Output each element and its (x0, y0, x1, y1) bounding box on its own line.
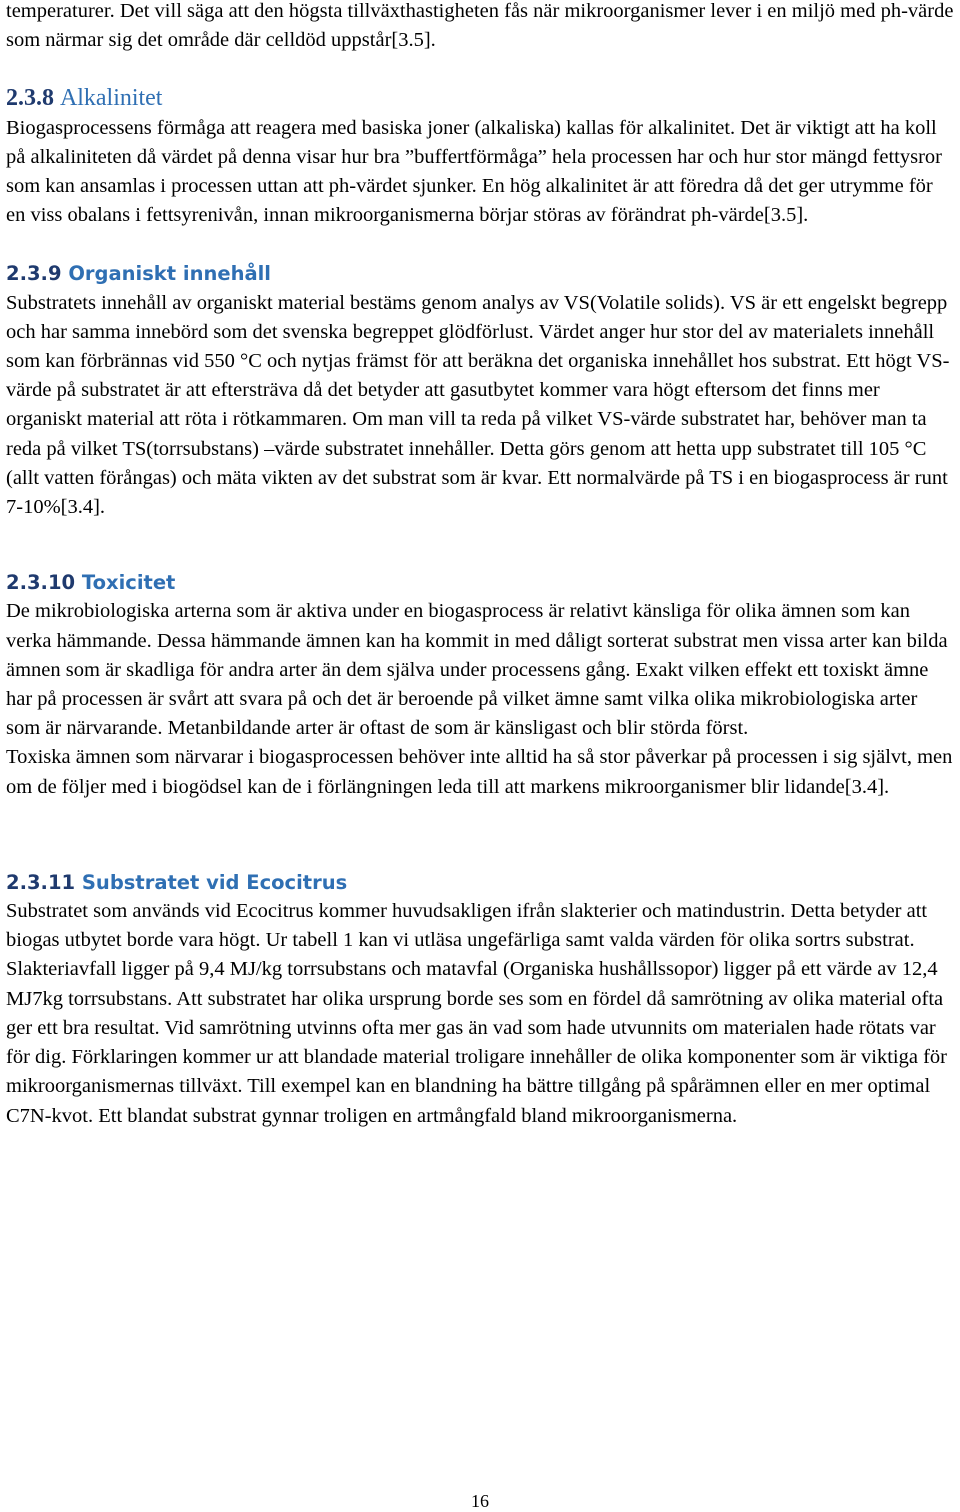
section-title: Substratet vid Ecocitrus (81, 870, 348, 894)
document-page (6, 0, 956, 1131)
intro-paragraph: temperaturer. Det vill säga att den högsta tillväxthastigheten fås när mikroorganismer lever i en miljö med ph-värde som närmar sig det område där celldöd uppstår[3.5]. (6, 0, 954, 52)
page-number: 16 (471, 1491, 489, 1511)
section-number: 2.3.8 (6, 85, 54, 112)
section-number: 2.3.11 (6, 870, 76, 894)
section-paragraph: Substratets innehåll av organiskt material bestäms genom analys av VS(Volatile solids). VS är ett engelskt begrepp och har samma innebörd som det svenska begreppet glödförlust. Värdet anger hur stor del av materialets innehåll som kan förbrännas vid 550 °C och nytjas främst för att beräkna det organiska innehållet hos substrat. Ett högt VS-värde på substratet är att eftersträva då det betyder att gasutbytet kommer vara högt eftersom det finns mer organiskt material att röta i rötkammaren. Om man vill ta reda på vilket VS-värde substratet har, behöver man ta reda på vilket TS(torrsubstans) –värde substratet innehåller. Detta görs genom att hetta upp substratet till 105 °C (allt vatten förångas) och mäta vikten av det substrat som är kvar. Ett normalvärde på TS i en biogasprocess är runt 7-10%[3.4]. (6, 291, 950, 519)
section-paragraph: Substratet som används vid Ecocitrus kommer huvudsakligen ifrån slakterier och matindustrin. Detta betyder att biogas utbytet borde vara högt. Ur tabell 1 kan vi utläsa ungefärliga samt valda värden för olika sortrs substrat. Slakteriavfall ligger på 9,4 MJ/kg torrsubstans och matavfal (Organiska hushållssopor) ligger på ett värde av 12,4 MJ7kg torrsubstans. Att substratet har olika ursprung borde ses som en fördel då samrötning av olika material ofta ger ett bra resultat. Vid samrötning utvinns ofta mer gas än vad som hade utvunnits om materialen hade rötats var för dig. Förklaringen kommer ur att blandade material troligare innehåller de olika komponenter som är viktiga för mikroorganismernas tillväxt. Till exempel kan en blandning ha bättre tillgång på spårämnen eller en mer optimal C7N-kvot. Ett blandat substrat gynnar troligen en artmångfald bland mikroorganismerna. (6, 900, 947, 1127)
section-heading-toxicitet (6, 568, 956, 597)
section-paragraph: De mikrobiologiska arterna som är aktiva under en biogasprocess är relativt känsliga för olika ämnen som kan verka hämmande. Dessa hämmande ämnen kan ha kommit in med dåligt sorterat substrat men vissa arter kan bilda ämnen som är skadliga för andra arter än dem själva under processens gång. Exakt vilken effekt ett toxiskt ämne har på processen är svårt att svara på och det är beroende på vilket ämne samt vilka olika mikrobiologiska arter som är närvarande. Metanbildande arter är oftast de som är känsligast och blir störda först. (6, 600, 948, 740)
spacer (6, 55, 956, 84)
section-title: Alkalinitet (59, 85, 163, 112)
section-heading-substratet-vid-ecocitrus (6, 868, 956, 897)
section-number: 2.3.10 (6, 571, 76, 595)
section-paragraph: Biogasprocessens förmåga att reagera med basiska joner (alkaliska) kallas för alkalinitet. Det är viktigt att ha koll på alkaliniteten då värdet på denna visar hur bra ”buffertförmåga” hela processen har och hur stor mängd fettysror som kan ansamlas i processen uttan att ph-värdet sjunker. En hög alkalinitet är att föredra då det ger utrymme för en viss obalans i fettsyrenivån, innan mikroorganismerna börjar störas av förändrat ph-värde[3.5]. (6, 116, 942, 227)
spacer (6, 230, 956, 259)
section-paragraph: Toxiska ämnen som närvarar i biogasprocessen behöver inte alltid ha så stor påverkar på processen i sig självt, men om de följer med i biogödsel kan de i förlängningen leda till att markens mikroorganismer blir lidande[3.4]. (6, 746, 953, 798)
spacer (6, 522, 956, 568)
section-number: 2.3.9 (6, 262, 62, 286)
section-heading-organiskt-innehall (6, 259, 956, 288)
section-title: Toxicitet (81, 571, 176, 595)
spacer (6, 802, 956, 868)
section-title: Organiskt innehåll (68, 262, 271, 286)
section-heading-alkalinitet (6, 84, 956, 113)
